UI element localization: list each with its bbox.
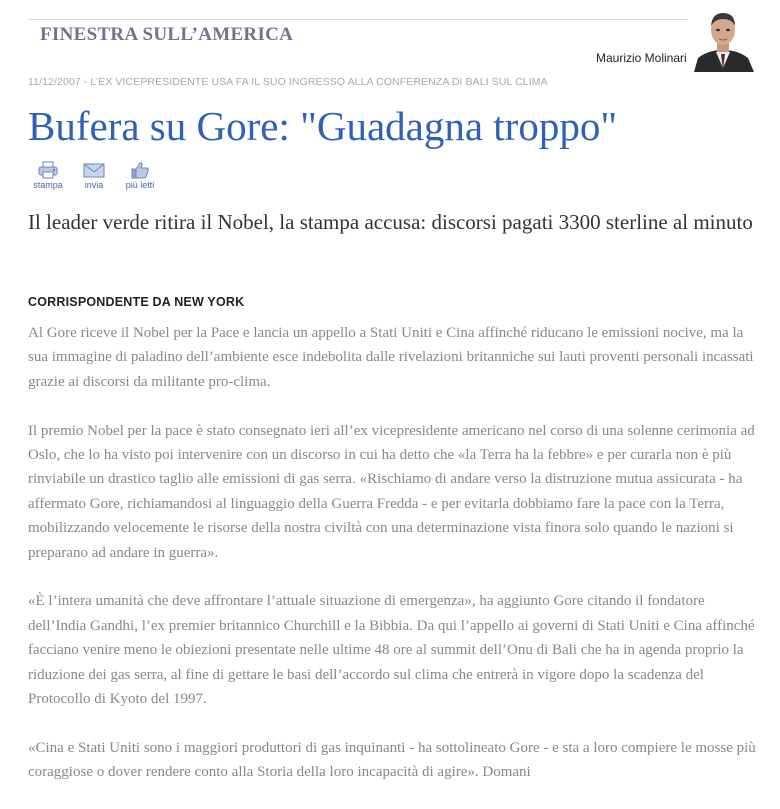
- article-body: [28, 321, 756, 809]
- most-read-label: più letti: [125, 180, 155, 190]
- print-icon: [37, 161, 59, 179]
- author-name: Maurizio Molinari: [596, 51, 687, 65]
- print-button[interactable]: [28, 161, 68, 190]
- header-divider: [28, 19, 753, 20]
- article-subtitle: Il leader verde ritira il Nobel, la stampa accusa: discorsi pagati 3300 sterline al minuto: [28, 210, 753, 234]
- article-headline: Bufera su Gore: "Guadagna troppo": [28, 103, 618, 149]
- print-label: stampa: [33, 180, 63, 190]
- article-paragraph: Al Gore riceve il Nobel per la Pace e lancia un appello a Stati Uniti e Cina affinché riducano le emissioni nocive, ma la sua immagine di paladino dell’ambiente esce indebolita dalle rivelazioni britanniche sui lauti proventi personali incassati grazie ai discorsi da militante pro-clima.: [28, 325, 754, 390]
- email-icon: [83, 161, 105, 179]
- article-paragraph: «È l’intera umanità che deve affrontare l’attuale situazione di emergenza», ha aggiunto Gore citando il fondatore dell’India Gandhi, l’ex premier britannico Churchill e la Bibbia. Da qui l’appello ai governi di Stati Uniti e Cina affinché facciano venire meno le obiezioni presentate nelle ultime 48 ore al summit dell’Onu di Bali che ha in agenda proprio la riduzione dei gas serra, al fine di gettare le basi dell’accordo sul clima che entrerà in vigore dopo la scadenza del Protocollo di Kyoto del 1997.: [28, 593, 755, 708]
- column-title: FINESTRA SULL’AMERICA: [40, 24, 294, 45]
- thumb-icon: [129, 161, 151, 179]
- article-paragraph: Il premio Nobel per la pace è stato consegnato ieri all’ex vicepresidente americano nel corso di una solenne cerimonia ad Oslo, che lo ha visto poi intervenire con un discorso in cui ha detto che «la Terra ha la febbre» e per curarla non è più rinviabile un drastico taglio alle emissioni di gas serra. «Rischiamo di andare verso la distruzione mutua assicurata - ha affermato Gore, richiamandosi al linguaggio della Guerra Fredda - e per evitarla dobbiamo fare la pace con la Terra, mobilizzando velocemente le risorse della nostra civiltà con una determinazione vista finora solo quando le nazioni si preparano ad andare in guerra».: [28, 422, 755, 561]
- email-label: invia: [84, 180, 104, 190]
- email-button[interactable]: [74, 161, 114, 190]
- author-photo: [688, 8, 758, 72]
- article-paragraph: «Cina e Stati Uniti sono i maggiori produttori di gas inquinanti - ha sottolineato Gore - e sta a loro compiere le mosse più coraggiose o dover rendere conto alla Storia della loro incapacità di agire». Domani: [28, 739, 756, 781]
- article-dateline: 11/12/2007 - L’EX VICEPRESIDENTE USA FA IL SUO INGRESSO ALLA CONFERENZA DI BALI SUL CLIMA: [28, 76, 548, 88]
- article-byline: CORRISPONDENTE DA NEW YORK: [28, 295, 245, 309]
- most-read-button[interactable]: [120, 161, 160, 190]
